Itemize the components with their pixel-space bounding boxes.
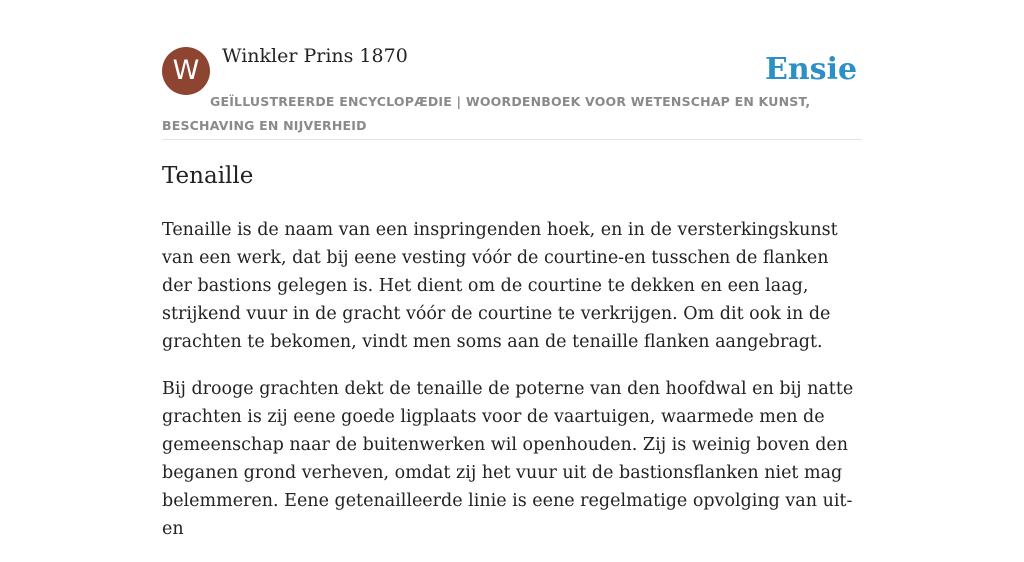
source-title[interactable]: Winkler Prins 1870	[222, 45, 408, 67]
article-paragraph: Tenaille is de naam van een inspringenden hoek, en in de versterkingskunst van een werk, dat bij eene vesting vóór de courtine-en tusschen de flanken der bastions gelegen is. Het dient om de courtine te dekken en een laag, strijkend vuur in de gracht vóór de courtine te verkrijgen. Om dit ook in de grachten te bekomen, vindt men soms aan de tenaille flanken aangebragt.	[162, 220, 838, 352]
brand-logo[interactable]: Ensie	[765, 52, 858, 87]
article-paragraph: Bij drooge grachten dekt de tenaille de poterne van den hoofdwal en bij natte grachten is zij eene goede ligplaats voor de vaartuigen, waarmede men de gemeenschap naar de buitenwerken wil openhouden. Zij is weinig boven den beganen grond verheven, omdat zij het vuur uit de bastionsflanken niet mag belemmeren. Eene getenailleerde linie is eene regelmatige opvolging van uit- en	[162, 379, 854, 539]
article-body	[162, 216, 862, 562]
header-divider	[162, 139, 862, 140]
article-title: Tenaille	[162, 163, 254, 189]
source-subtitle: GEÏLLUSTREERDE ENCYCLOPÆDIE | WOORDENBOEK VOOR WETENSCHAP EN KUNST, BESCHAVING EN NIJVERHEID	[162, 94, 811, 133]
avatar[interactable]: W	[162, 47, 210, 95]
